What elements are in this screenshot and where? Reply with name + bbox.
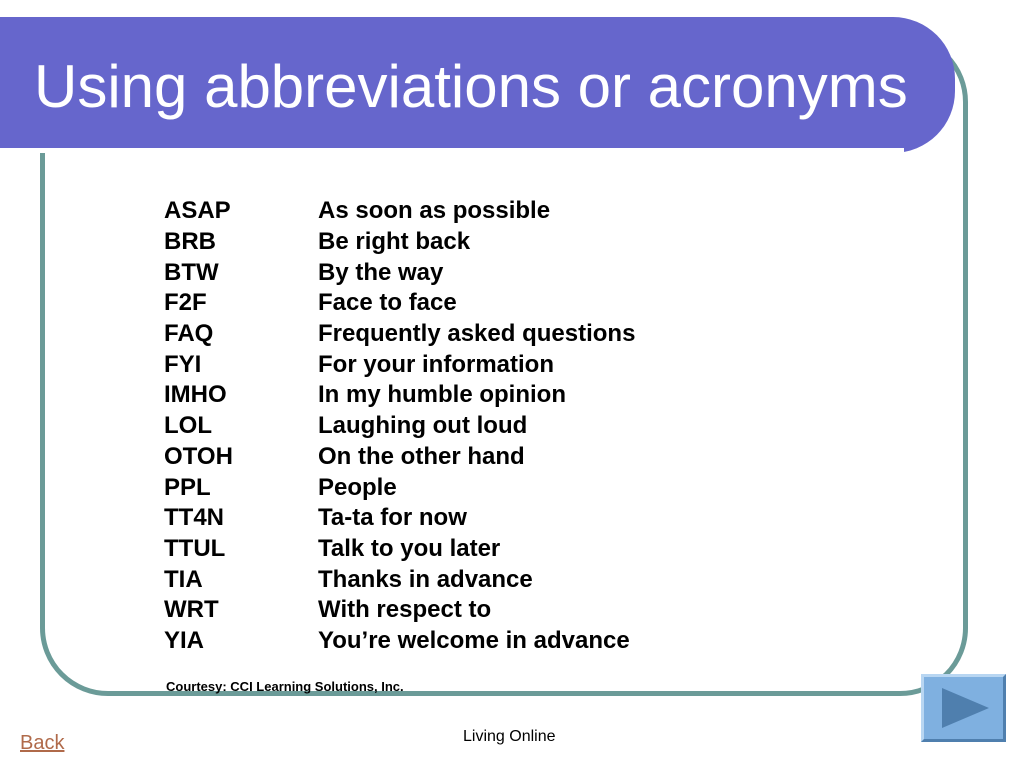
list-item: [164, 626, 635, 657]
list-item: [164, 595, 635, 626]
acronym: WRT: [164, 596, 219, 624]
list-item: [164, 227, 635, 258]
acronym-meaning: People: [318, 473, 397, 501]
back-link[interactable]: Back: [20, 732, 65, 754]
list-item: [164, 534, 635, 565]
acronym: TT4N: [164, 504, 224, 532]
list-item: [164, 442, 635, 473]
acronym: FYI: [164, 350, 202, 378]
acronym-meaning: By the way: [318, 258, 444, 286]
courtesy-note: Courtesy: CCI Learning Solutions, Inc.: [166, 679, 404, 694]
play-triangle-icon: [924, 677, 1003, 739]
acronym-meaning: Frequently asked questions: [318, 320, 636, 348]
list-item: [164, 257, 635, 288]
title-divider: [0, 148, 904, 153]
acronym-meaning: In my humble opinion: [318, 381, 566, 409]
list-item: [164, 564, 635, 595]
acronym: FAQ: [164, 320, 214, 348]
list-item: [164, 472, 635, 503]
acronym-meaning: Face to face: [318, 289, 457, 317]
acronym-meaning: As soon as possible: [318, 197, 551, 225]
acronym-meaning: Thanks in advance: [318, 565, 533, 593]
acronym-list: [164, 196, 635, 656]
list-item: [164, 380, 635, 411]
acronym-meaning: Laughing out loud: [318, 412, 528, 440]
list-item: [164, 503, 635, 534]
list-item: [164, 288, 635, 319]
acronym-meaning: With respect to: [318, 596, 492, 624]
acronym: PPL: [164, 473, 211, 501]
acronym: OTOH: [164, 442, 233, 470]
acronym: LOL: [164, 412, 212, 440]
list-item: [164, 349, 635, 380]
acronym: ASAP: [164, 197, 231, 225]
acronym: F2F: [164, 289, 207, 317]
list-item: [164, 319, 635, 350]
acronym-meaning: You’re welcome in advance: [318, 626, 630, 654]
acronym: TTUL: [164, 534, 226, 562]
acronym-meaning: Be right back: [318, 228, 471, 256]
footer-title: Living Online: [463, 728, 556, 745]
acronym-meaning: Ta-ta for now: [318, 504, 467, 532]
slide-title: Using abbreviations or acronyms: [34, 53, 908, 120]
acronym-meaning: On the other hand: [318, 442, 525, 470]
acronym: TIA: [164, 565, 203, 593]
acronym: IMHO: [164, 381, 227, 409]
acronym: YIA: [164, 626, 205, 654]
list-item: [164, 196, 635, 227]
next-slide-button[interactable]: [921, 674, 1006, 742]
title-bar: [0, 17, 955, 153]
list-item: [164, 411, 635, 442]
acronym-meaning: For your information: [318, 350, 554, 378]
acronym-meaning: Talk to you later: [318, 534, 501, 562]
acronym: BTW: [164, 258, 219, 286]
acronym: BRB: [164, 228, 216, 256]
